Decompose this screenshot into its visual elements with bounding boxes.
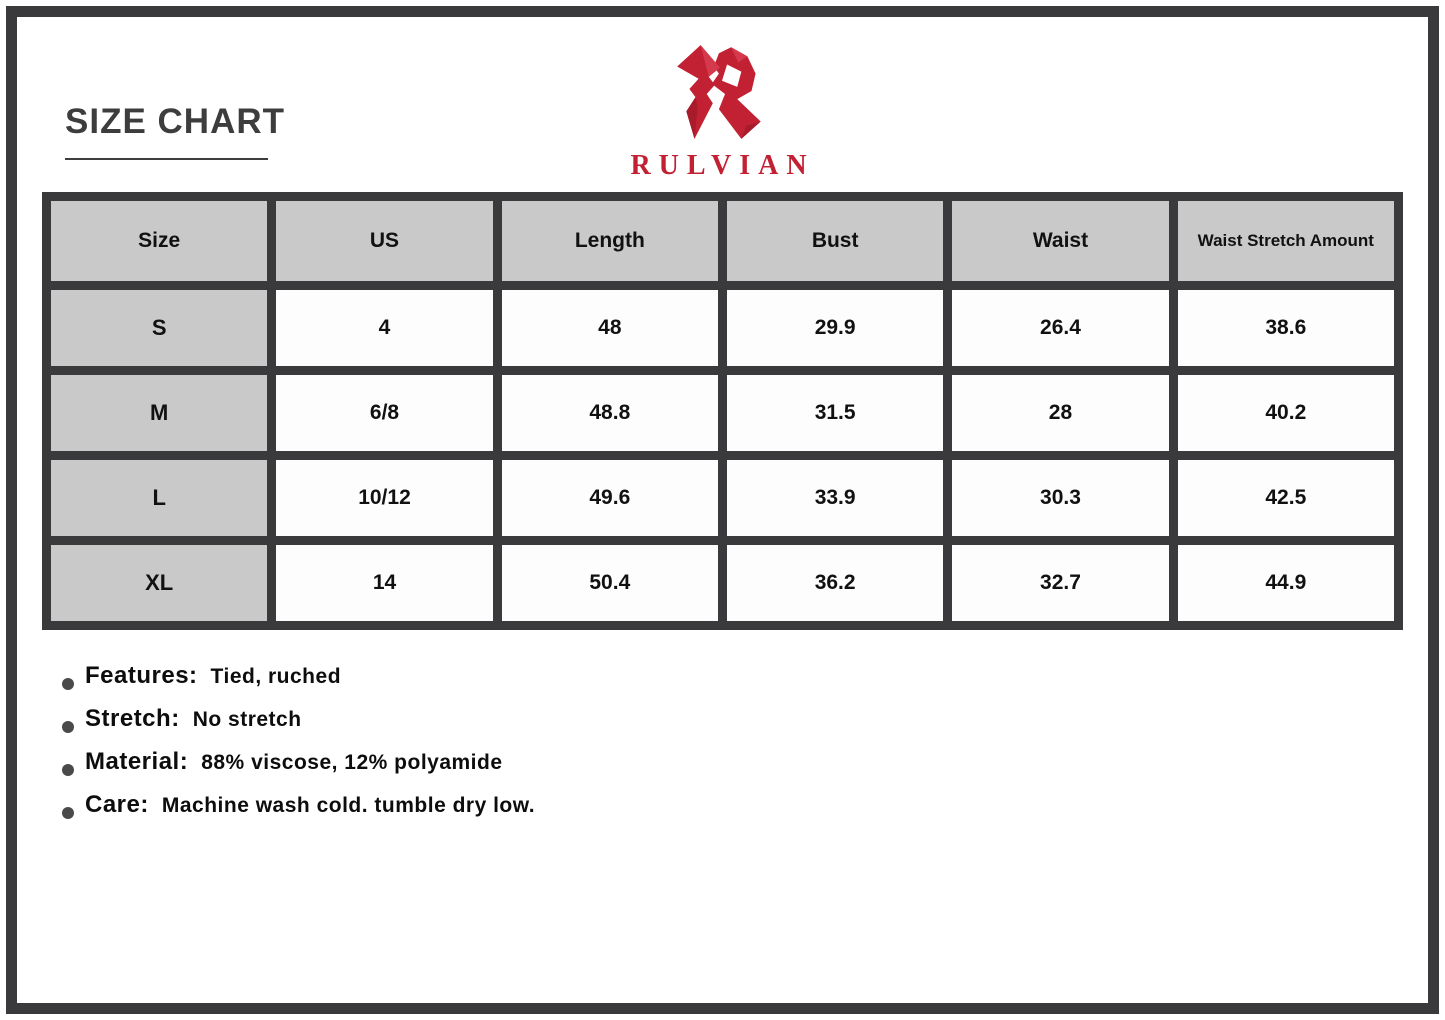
detail-item-stretch	[62, 705, 535, 748]
value-cell: 44.9	[1178, 545, 1394, 621]
value-cell: 42.5	[1178, 460, 1394, 536]
value-cell: 6/8	[276, 375, 492, 451]
value-cell: 28	[952, 375, 1168, 451]
bullet-icon	[62, 721, 74, 733]
value-cell: 30.3	[952, 460, 1168, 536]
bullet-icon	[62, 764, 74, 776]
size-chart-table	[42, 192, 1403, 630]
value-cell: 40.2	[1178, 375, 1394, 451]
detail-item-features	[62, 662, 535, 705]
header-cell-waist-stretch: Waist Stretch Amount	[1178, 201, 1394, 281]
value-cell: 38.6	[1178, 290, 1394, 366]
value-cell: 36.2	[727, 545, 943, 621]
size-cell: L	[51, 460, 267, 536]
detail-value: 88% viscose, 12% polyamide	[201, 751, 503, 774]
size-cell: M	[51, 375, 267, 451]
product-details-list	[62, 662, 535, 834]
value-cell: 26.4	[952, 290, 1168, 366]
value-cell: 50.4	[502, 545, 718, 621]
header-cell-length: Length	[502, 201, 718, 281]
detail-item-material	[62, 748, 535, 791]
header-cell-size: Size	[51, 201, 267, 281]
value-cell: 29.9	[727, 290, 943, 366]
table-row-m	[51, 375, 1394, 451]
page-title: SIZE CHART	[65, 102, 285, 141]
detail-value: No stretch	[192, 708, 302, 731]
rulvian-r-logo	[667, 36, 779, 148]
size-cell: XL	[51, 545, 267, 621]
detail-label: Features:	[85, 662, 198, 689]
header-cell-waist: Waist	[952, 201, 1168, 281]
value-cell: 32.7	[952, 545, 1168, 621]
value-cell: 33.9	[727, 460, 943, 536]
value-cell: 48	[502, 290, 718, 366]
size-cell: S	[51, 290, 267, 366]
detail-value: Tied, ruched	[210, 665, 342, 688]
detail-item-care	[62, 791, 535, 834]
brand-name: RULVIAN	[630, 150, 815, 181]
value-cell: 31.5	[727, 375, 943, 451]
table-row-s	[51, 290, 1394, 366]
bullet-icon	[62, 807, 74, 819]
bullet-icon	[62, 678, 74, 690]
detail-label: Stretch:	[85, 705, 180, 732]
table-header-row	[51, 201, 1394, 281]
value-cell: 4	[276, 290, 492, 366]
detail-value: Machine wash cold. tumble dry low.	[161, 794, 536, 817]
header-cell-us: US	[276, 201, 492, 281]
value-cell: 14	[276, 545, 492, 621]
table-row-xl	[51, 545, 1394, 621]
value-cell: 49.6	[502, 460, 718, 536]
value-cell: 48.8	[502, 375, 718, 451]
detail-label: Care:	[85, 791, 149, 818]
table-row-l	[51, 460, 1394, 536]
value-cell: 10/12	[276, 460, 492, 536]
brand-block	[0, 36, 1445, 182]
detail-label: Material:	[85, 748, 189, 775]
header-cell-bust: Bust	[727, 201, 943, 281]
